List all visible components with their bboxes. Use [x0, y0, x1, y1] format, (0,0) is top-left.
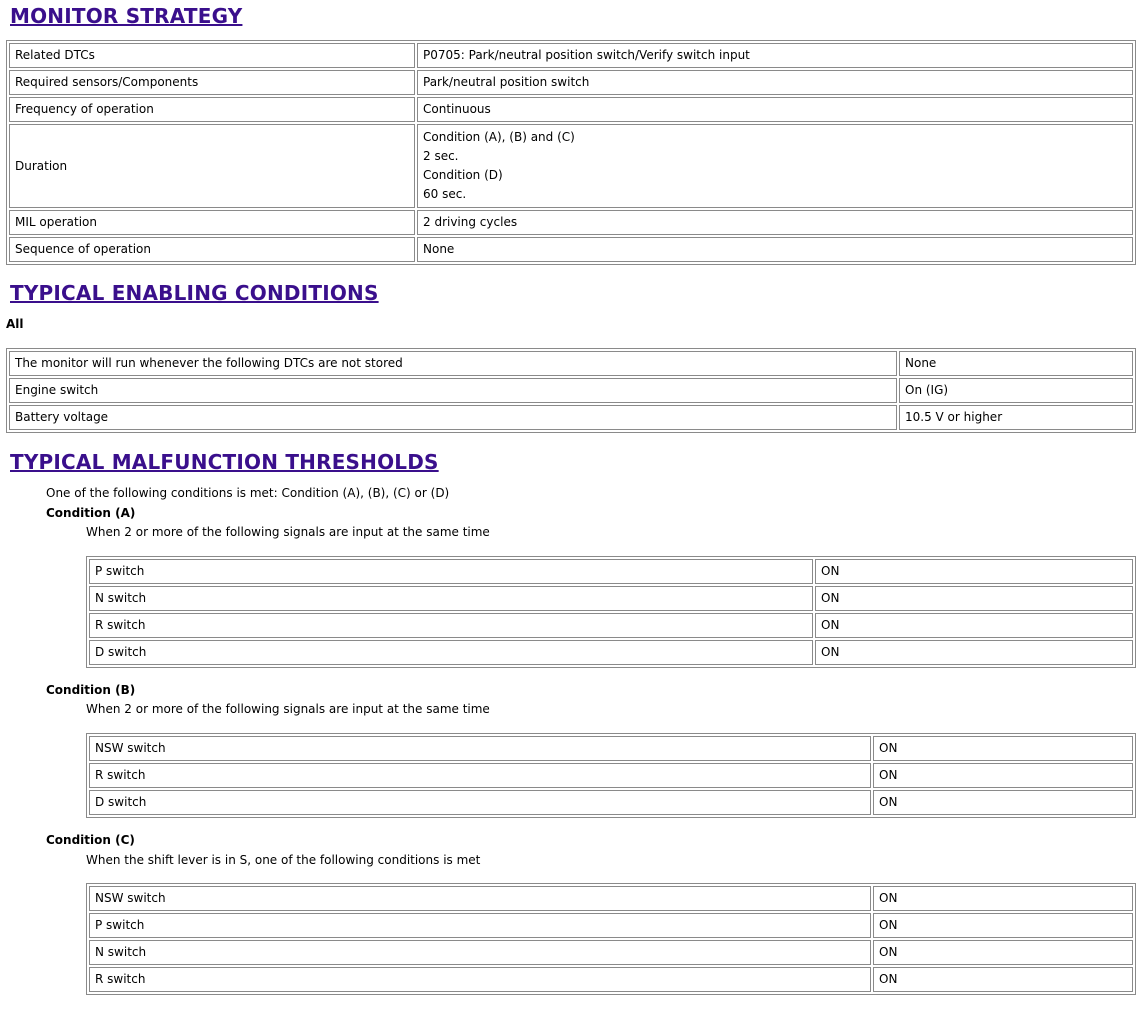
table-row: [89, 559, 1133, 584]
duration-line: Condition (A), (B) and (C): [423, 130, 575, 144]
row-value: ON: [873, 967, 1133, 992]
table-row: [89, 886, 1133, 911]
row-label: NSW switch: [89, 736, 871, 761]
table-row: [89, 640, 1133, 665]
row-value: ON: [873, 790, 1133, 815]
row-value: ON: [873, 913, 1133, 938]
table-row: [9, 97, 1133, 122]
row-value: ON: [873, 736, 1133, 761]
monitor-strategy-table: [6, 40, 1136, 265]
condition-a-description: When 2 or more of the following signals are input at the same time: [86, 525, 490, 539]
row-value: ON: [815, 640, 1133, 665]
table-row: [9, 43, 1133, 68]
row-value: ON: [815, 586, 1133, 611]
condition-c-description: When the shift lever is in S, one of the following conditions is met: [86, 853, 481, 867]
row-label: Duration: [9, 124, 415, 208]
table-row: [9, 124, 1133, 208]
duration-line: 60 sec.: [423, 187, 467, 201]
row-label: Engine switch: [9, 378, 897, 403]
condition-c-table: [86, 883, 1136, 995]
table-row: [89, 586, 1133, 611]
row-label: N switch: [89, 940, 871, 965]
row-label: R switch: [89, 967, 871, 992]
row-label: NSW switch: [89, 886, 871, 911]
enabling-conditions-subtitle: All: [6, 317, 24, 331]
row-value: ON: [815, 559, 1133, 584]
monitor-strategy-heading: MONITOR STRATEGY: [10, 4, 243, 28]
row-label: P switch: [89, 913, 871, 938]
row-value: 10.5 V or higher: [899, 405, 1133, 430]
malfunction-thresholds-heading: TYPICAL MALFUNCTION THRESHOLDS: [10, 450, 439, 474]
row-value: ON: [873, 886, 1133, 911]
condition-a-table: [86, 556, 1136, 668]
row-value: ON: [873, 763, 1133, 788]
row-label: R switch: [89, 763, 871, 788]
table-row: [9, 70, 1133, 95]
row-label: Required sensors/Components: [9, 70, 415, 95]
table-row: [89, 613, 1133, 638]
condition-a-title: Condition (A): [46, 506, 136, 520]
row-value: None: [899, 351, 1133, 376]
condition-b-description: When 2 or more of the following signals are input at the same time: [86, 702, 490, 716]
row-value: 2 driving cycles: [417, 210, 1133, 235]
row-label: D switch: [89, 790, 871, 815]
condition-b-table: [86, 733, 1136, 818]
table-row: [89, 763, 1133, 788]
table-row: [89, 913, 1133, 938]
duration-line: Condition (D): [423, 168, 503, 182]
row-value: ON: [815, 613, 1133, 638]
row-value: On (IG): [899, 378, 1133, 403]
row-label: P switch: [89, 559, 813, 584]
table-row: [9, 351, 1133, 376]
malfunction-intro: One of the following conditions is met: Condition (A), (B), (C) or (D): [46, 486, 450, 500]
row-label: N switch: [89, 586, 813, 611]
row-value: Continuous: [417, 97, 1133, 122]
row-value: Park/neutral position switch: [417, 70, 1133, 95]
row-label: Related DTCs: [9, 43, 415, 68]
condition-b-title: Condition (B): [46, 683, 136, 697]
table-row: [89, 736, 1133, 761]
row-label: Sequence of operation: [9, 237, 415, 262]
condition-c-title: Condition (C): [46, 833, 135, 847]
table-row: [89, 790, 1133, 815]
duration-line: 2 sec.: [423, 149, 459, 163]
table-row: [9, 210, 1133, 235]
table-row: [9, 378, 1133, 403]
row-label: D switch: [89, 640, 813, 665]
row-label: Frequency of operation: [9, 97, 415, 122]
row-label: The monitor will run whenever the following DTCs are not stored: [9, 351, 897, 376]
enabling-conditions-heading: TYPICAL ENABLING CONDITIONS: [10, 281, 379, 305]
row-value: None: [417, 237, 1133, 262]
row-label: R switch: [89, 613, 813, 638]
table-row: [89, 967, 1133, 992]
row-label: Battery voltage: [9, 405, 897, 430]
duration-value: [417, 124, 1133, 208]
row-value: ON: [873, 940, 1133, 965]
table-row: [89, 940, 1133, 965]
table-row: [9, 237, 1133, 262]
enabling-conditions-table: [6, 348, 1136, 433]
table-row: [9, 405, 1133, 430]
row-label: MIL operation: [9, 210, 415, 235]
row-value: P0705: Park/neutral position switch/Verify switch input: [417, 43, 1133, 68]
